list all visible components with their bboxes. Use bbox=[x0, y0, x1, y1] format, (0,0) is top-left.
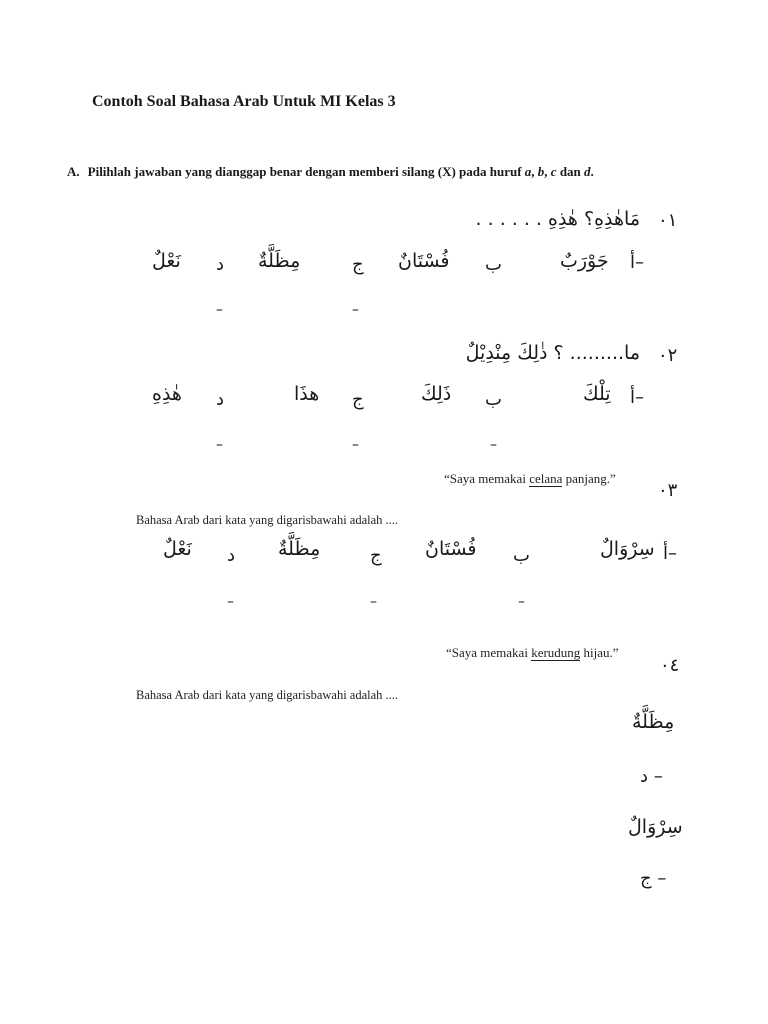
option-dash: – bbox=[352, 437, 359, 453]
option-dash: – bbox=[216, 302, 223, 318]
underlined-word: kerudung bbox=[531, 645, 581, 660]
option-word-c: هذَا bbox=[294, 383, 320, 405]
option-word-d: مِظَلَّةٌ bbox=[632, 711, 675, 733]
option-letter-d: د bbox=[227, 545, 236, 566]
period: . bbox=[590, 164, 594, 179]
question-quote: “Saya memakai celana panjang.” bbox=[444, 471, 616, 486]
conjunction: dan bbox=[556, 164, 585, 179]
choice-c-letter: c bbox=[550, 164, 557, 179]
question-stem: Bahasa Arab dari kata yang digarisbawahi adalah .... bbox=[136, 513, 399, 527]
question-number: ٠١ bbox=[658, 210, 678, 231]
option-dash: – bbox=[352, 302, 359, 318]
option-word-c: مِظَلَّةٌ bbox=[258, 250, 301, 272]
option-word-a: تِلْكَ bbox=[583, 383, 611, 405]
option-letter-a: أ– bbox=[663, 543, 678, 564]
separator: , bbox=[531, 164, 538, 179]
underlined-word: celana bbox=[529, 471, 563, 486]
separator: , bbox=[544, 164, 551, 179]
question-stem: Bahasa Arab dari kata yang digarisbawahi adalah .... bbox=[136, 688, 399, 702]
option-letter-c: ج bbox=[370, 545, 382, 566]
option-dash: – bbox=[490, 437, 497, 453]
option-word-c: مِظَلَّةٌ bbox=[278, 538, 321, 560]
section-instruction bbox=[67, 164, 594, 180]
option-letter-b: ب bbox=[485, 389, 502, 410]
question-number: ٠٤ bbox=[660, 655, 680, 676]
choice-a-letter: a bbox=[524, 164, 532, 179]
option-letter-d: د bbox=[216, 389, 225, 410]
option-word-d: نَعْلٌ bbox=[163, 538, 192, 560]
option-word-d: هٰذِهِ bbox=[152, 383, 182, 405]
question-text: ما......... ؟ ذٰلِكَ مِنْدِيْلٌ bbox=[465, 342, 640, 364]
option-dash: – bbox=[370, 594, 377, 610]
option-letter-b: ب bbox=[485, 254, 502, 275]
option-dash: – bbox=[227, 594, 234, 610]
page-title: Contoh Soal Bahasa Arab Untuk MI Kelas 3 bbox=[92, 93, 396, 110]
option-word-b: ذَلِكَ bbox=[421, 383, 452, 405]
option-word-a: سِرْوَالٌ bbox=[600, 538, 655, 560]
option-word-c: سِرْوَالٌ bbox=[628, 816, 683, 838]
option-letter-d: د bbox=[216, 254, 225, 275]
option-letter-c: ج – bbox=[640, 868, 667, 889]
option-letter-c: ج bbox=[352, 389, 364, 410]
question-quote: “Saya memakai kerudung hijau.” bbox=[446, 645, 619, 660]
option-word-b: فُسْتَانٌ bbox=[398, 250, 450, 272]
option-letter-d: د – bbox=[640, 766, 663, 787]
choice-d-letter: d bbox=[584, 164, 591, 179]
instruction-text: Pilihlah jawaban yang dianggap benar dengan memberi silang (X) pada huruf bbox=[87, 164, 525, 179]
option-letter-c: ج bbox=[352, 254, 364, 275]
choice-b-letter: b bbox=[537, 164, 545, 179]
option-letter-a: أ– bbox=[630, 252, 645, 273]
question-number: ٠٣ bbox=[658, 480, 678, 501]
option-word-a: جَوْرَبٌ bbox=[560, 250, 609, 272]
option-word-b: فُسْتَانٌ bbox=[425, 538, 477, 560]
option-dash: – bbox=[216, 437, 223, 453]
section-label: A. bbox=[67, 164, 80, 179]
option-letter-a: أ– bbox=[630, 387, 645, 408]
question-number: ٠٢ bbox=[658, 345, 678, 366]
question-text: مَاهٰذِهِ؟ هٰذِهِ . . . . . . bbox=[475, 208, 640, 230]
option-dash: – bbox=[518, 594, 525, 610]
option-word-d: نَعْلٌ bbox=[152, 250, 181, 272]
option-letter-b: ب bbox=[513, 545, 530, 566]
